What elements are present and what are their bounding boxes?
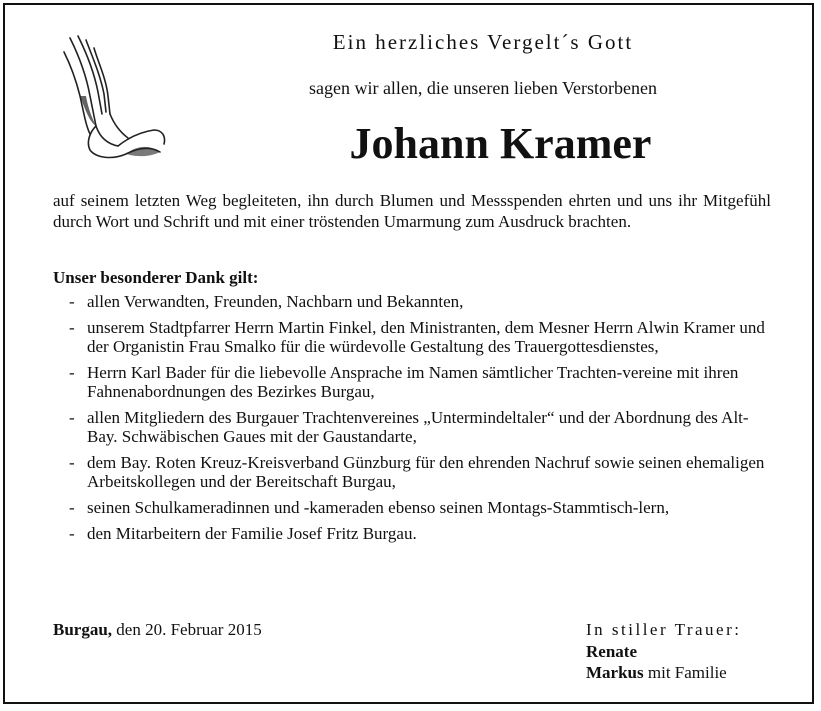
thanks-heading: Unser besonderer Dank gilt: — [53, 268, 259, 287]
intro-line: sagen wir allen, die unseren lieben Verstorbenen — [308, 78, 658, 98]
heading: Ein herzliches Vergelt´s Gott — [332, 30, 634, 54]
place: Burgau, — [53, 620, 113, 639]
mourning-line: In stiller Trauer: — [586, 620, 742, 639]
date: den 20. Februar 2015 — [116, 620, 262, 639]
list-item: - unserem Stadtpfarrer Herrn Martin Finkel, den Ministranten, dem Mesner Herrn Alwin Kramer und der Organistin Frau Smalko für die würdevolle Gestaltung des Trauergottesdienstes, — [69, 318, 765, 356]
list-item: - dem Bay. Roten Kreuz-Kreisverband Günzburg für den ehrenden Nachruf sowie seinen ehemaligen Arbeitskollegen und der Bereitschaft Burgau, — [69, 453, 765, 491]
signer-renate: Renate — [586, 642, 637, 661]
place-date — [53, 620, 262, 640]
body-paragraph: auf seinem letzten Weg begleiteten, ihn durch Blumen und Messspenden ehrten und uns ihr Mitgefühl durch Wort und Schrift und mit einer tröstenden Umarmung zum Ausdruck brachten. — [53, 191, 771, 231]
list-item: - seinen Schulkameradinnen und -kameraden ebenso seinen Montags-Stammtisch-lern, — [69, 498, 670, 517]
deceased-name: Johann Kramer — [349, 119, 652, 168]
thanks-list — [53, 292, 773, 550]
list-item: - allen Mitgliedern des Burgauer Trachtenvereines „Untermindeltaler“ und der Abordnung des Alt-Bay. Schwäbischen Gaues mit der Gaustandarte, — [69, 408, 749, 446]
list-item: - allen Verwandten, Freunden, Nachbarn und Bekannten, — [69, 292, 464, 311]
list-item: - den Mitarbeitern der Familie Josef Fritz Burgau. — [69, 524, 417, 543]
list-item: - Herrn Karl Bader für die liebevolle Ansprache im Namen sämtlicher Trachten-vereine mit ihren Fahnenabordnungen des Bezirkes Burgau, — [69, 363, 739, 401]
signer-markus: Markus mit Familie — [586, 663, 727, 682]
